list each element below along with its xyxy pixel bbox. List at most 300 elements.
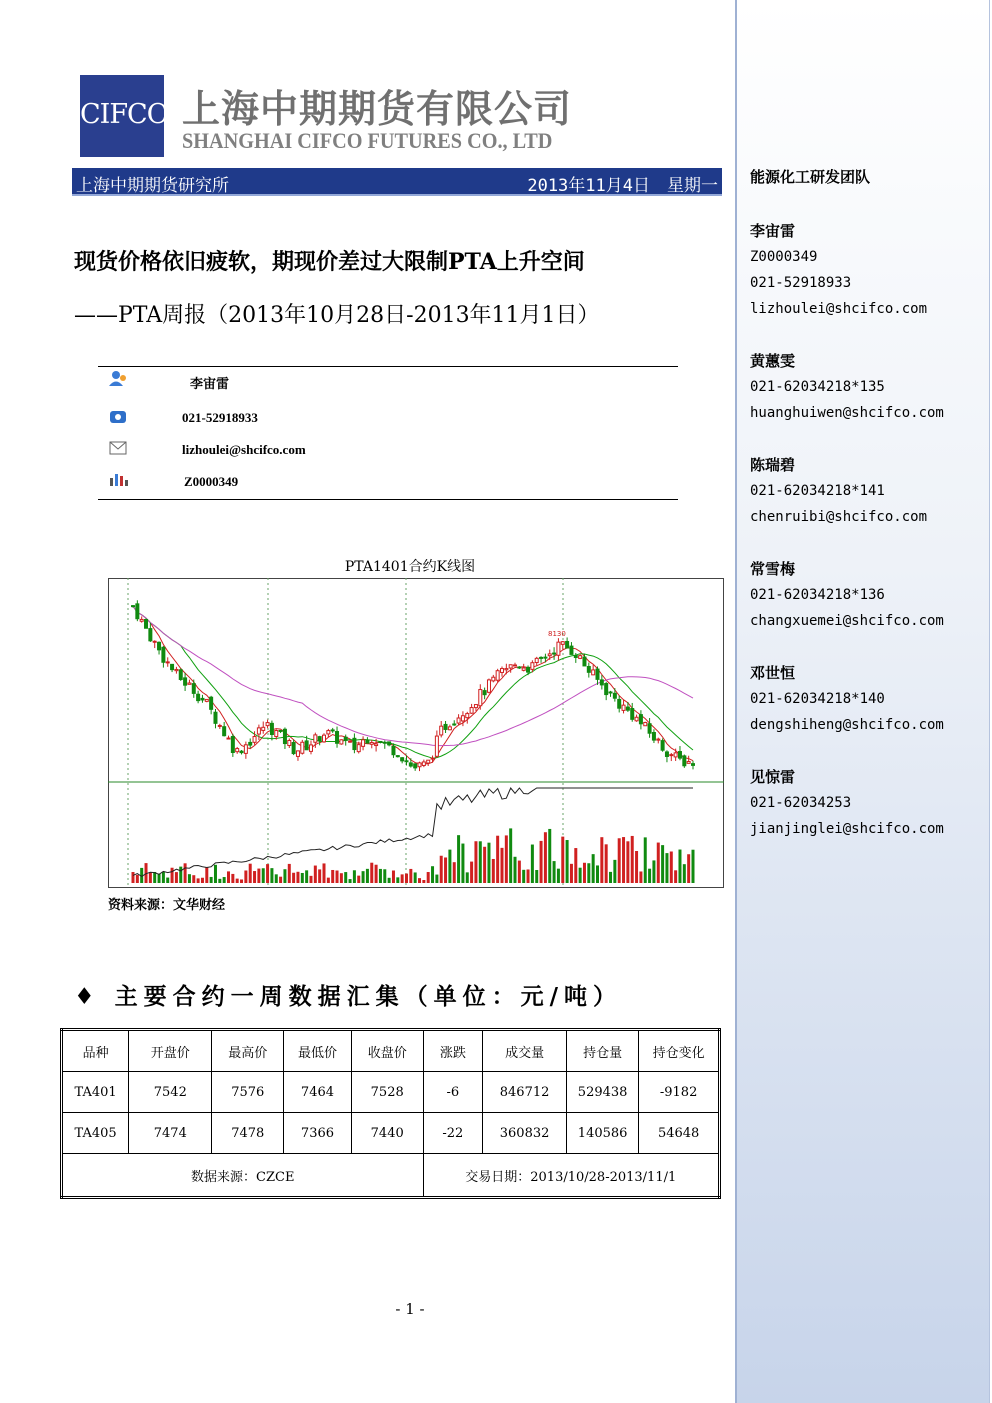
volume-bar: [687, 854, 690, 883]
volume-bar: [518, 861, 521, 883]
volume-bar: [557, 869, 560, 883]
volume-bar: [431, 866, 434, 883]
volume-bar: [344, 872, 347, 883]
mail-icon: [108, 439, 130, 457]
candle: [218, 725, 221, 726]
candle: [266, 723, 269, 726]
candle: [253, 737, 256, 743]
candle: [188, 683, 191, 684]
author-email: lizhoulei@shcifco.com: [182, 442, 306, 457]
volume-bar: [405, 874, 408, 883]
volume-bar: [201, 878, 204, 883]
candle: [487, 680, 490, 692]
volume-bar: [522, 870, 525, 883]
volume-bar: [553, 861, 556, 883]
volume-bar: [366, 869, 369, 883]
volume-bar: [353, 870, 356, 883]
table-cell: -9182: [639, 1072, 720, 1113]
volume-bar: [301, 873, 304, 883]
volume-bar: [349, 879, 352, 883]
contact-name: 黄蕙雯: [750, 352, 796, 370]
volume-bar: [652, 860, 655, 883]
candle: [197, 694, 200, 700]
volume-bar: [318, 869, 321, 883]
volume-bar: [288, 864, 291, 883]
section-title: ♦ 主要合约一周数据汇集（单位：元/吨）: [74, 983, 623, 1010]
volume-bar: [283, 869, 286, 883]
volume-bar: [179, 867, 182, 883]
trade-dates: 交易日期：2013/10/28-2013/11/1: [423, 1154, 719, 1198]
candle: [500, 669, 503, 673]
volume-bar: [483, 847, 486, 883]
volume-bar: [622, 837, 625, 883]
peak-label: 8130: [548, 630, 566, 638]
volume-bar: [661, 845, 664, 883]
volume-bar: [249, 864, 252, 883]
candle: [375, 744, 378, 746]
candle: [210, 697, 213, 709]
volume-bar: [548, 829, 551, 883]
candle: [149, 629, 152, 641]
candle: [327, 731, 330, 734]
volume-bar: [639, 871, 642, 883]
company-name-en: SHANGHAI CIFCO FUTURES CO., LTD: [182, 128, 553, 153]
candle: [184, 678, 187, 685]
volume-bar: [223, 877, 226, 883]
table-cell: -6: [423, 1072, 483, 1113]
volume-bar: [461, 844, 464, 883]
contact-card: [750, 764, 944, 842]
candle: [670, 755, 673, 756]
volume-bar: [540, 841, 543, 883]
volume-bar: [231, 874, 234, 883]
candle: [461, 716, 464, 721]
volume-bar: [383, 869, 386, 883]
contact-card: [750, 348, 944, 426]
candle: [270, 723, 273, 734]
volume-bar: [592, 854, 595, 883]
table-header-row: [62, 1030, 720, 1072]
chart-source: 资料来源：文华财经: [108, 898, 226, 913]
volume-bar: [474, 841, 477, 883]
table-header-cell: 开盘价: [129, 1030, 212, 1072]
volume-bar: [336, 871, 339, 883]
candle: [427, 760, 430, 763]
candle: [192, 684, 195, 694]
candle: [249, 742, 252, 745]
volume-bar: [579, 868, 582, 883]
candle: [466, 714, 469, 718]
contact-name: 李宙雷: [750, 222, 796, 240]
volume-bar: [292, 873, 295, 883]
candle: [479, 690, 482, 706]
candle: [596, 669, 599, 679]
candle: [492, 677, 495, 681]
candle: [592, 670, 595, 675]
volume-bar: [574, 848, 577, 883]
volume-bar: [531, 845, 534, 883]
candle: [514, 665, 517, 666]
candle: [435, 736, 438, 756]
volume-bar: [218, 879, 221, 883]
volume-bar: [309, 876, 312, 883]
contact-info: 021-52918933: [750, 275, 852, 291]
candle: [370, 743, 373, 745]
volume-bar: [253, 871, 256, 883]
volume-bar: [262, 868, 265, 883]
candle: [240, 751, 243, 752]
volume-bar: [362, 871, 365, 883]
candle: [553, 653, 556, 654]
candle: [257, 728, 260, 734]
candle: [288, 741, 291, 746]
candle: [409, 763, 412, 766]
volume-bar: [305, 870, 308, 883]
contact-email: dengshiheng@shcifco.com: [750, 717, 944, 733]
table-cell: 140586: [567, 1113, 639, 1154]
volume-bar: [613, 860, 616, 883]
candle: [505, 669, 508, 670]
candle: [535, 658, 538, 662]
report-subtitle: ——PTA周报（2013年10月28日-2013年11月1日）: [74, 303, 600, 328]
volume-bar: [440, 856, 443, 883]
candle: [557, 642, 560, 655]
volume-bar: [166, 878, 169, 883]
volume-bar: [279, 877, 282, 883]
volume-bar: [396, 877, 399, 883]
table-cell: 7464: [284, 1072, 352, 1113]
table-header-cell: 最低价: [284, 1030, 352, 1072]
table-cell: -22: [423, 1113, 483, 1154]
candle: [678, 752, 681, 759]
volume-bar: [418, 878, 421, 883]
volume-bar: [357, 876, 360, 883]
volume-bar: [665, 853, 668, 883]
volume-bar: [600, 837, 603, 883]
candle: [448, 727, 451, 730]
candle: [652, 733, 655, 741]
contact-info: Z0000349: [750, 249, 818, 265]
report-title: 现货价格依旧疲软，期现价差过大限制PTA上升空间: [74, 249, 585, 275]
volume-bar: [692, 850, 695, 883]
table-header-cell: 品种: [62, 1030, 129, 1072]
logo-text: CIFCO: [80, 99, 168, 130]
volume-bar: [435, 875, 438, 883]
contact-name: 见惊雷: [750, 768, 796, 786]
candle: [626, 707, 629, 710]
volume-bar: [314, 866, 317, 883]
candle: [201, 698, 204, 700]
candle: [262, 727, 265, 730]
candle: [444, 724, 447, 729]
volume-bar: [561, 837, 564, 883]
volume-bar: [227, 871, 230, 883]
candle: [318, 737, 321, 741]
volume-bar: [244, 870, 247, 883]
contract-data-table: [60, 1028, 721, 1199]
volume-bar: [570, 864, 573, 883]
volume-bar: [609, 872, 612, 883]
candle: [422, 762, 425, 766]
candle: [687, 762, 690, 764]
candle: [470, 708, 473, 714]
volume-bar: [605, 844, 608, 883]
candle: [518, 667, 521, 668]
chart-title: PTA1401合约K线图: [344, 559, 476, 575]
volume-bar: [422, 880, 425, 883]
author-name: 李宙雷: [190, 376, 230, 391]
volume-bar: [296, 872, 299, 883]
contact-name: 陈瑞碧: [750, 456, 796, 474]
candle: [214, 712, 217, 723]
volume-bar: [379, 869, 382, 883]
table-header-cell: 持仓变化: [639, 1030, 720, 1072]
volume-bar: [153, 872, 156, 883]
report-date: 2013年11月4日 星期一: [527, 176, 718, 196]
volume-bar: [505, 835, 508, 883]
volume-bar: [500, 848, 503, 883]
candle: [283, 729, 286, 743]
volume-bar: [544, 832, 547, 883]
candle: [648, 724, 651, 734]
candle: [357, 745, 360, 752]
table-cell: 529438: [567, 1072, 639, 1113]
candle: [527, 667, 530, 672]
candle: [522, 668, 525, 670]
author-phone: 021-52918933: [182, 410, 258, 425]
table-cell: 54648: [639, 1113, 720, 1154]
candle: [366, 740, 369, 743]
candle: [362, 740, 365, 747]
volume-bar: [158, 874, 161, 883]
candle: [349, 741, 352, 742]
volume-bar: [427, 872, 430, 883]
candle: [301, 742, 304, 753]
volume-bar: [236, 879, 239, 883]
candle: [418, 763, 421, 767]
table-footer-row: [62, 1154, 720, 1198]
volume-bar: [596, 865, 599, 883]
company-name-cn: 上海中期期货有限公司: [182, 87, 573, 131]
table-cell: 7478: [212, 1113, 284, 1154]
volume-bar: [457, 835, 460, 883]
contact-info: 021-62034253: [750, 795, 852, 811]
volume-bar: [448, 850, 451, 883]
candle: [136, 604, 139, 619]
candle: [474, 705, 477, 708]
data-source: 数据来源：CZCE: [62, 1154, 424, 1198]
candle: [296, 751, 299, 757]
volume-bar: [270, 868, 273, 883]
candle: [674, 753, 677, 757]
volume-bar: [205, 867, 208, 883]
contact-email: jianjinglei@shcifco.com: [750, 821, 944, 837]
volume-bar: [466, 872, 469, 883]
contact-card: [750, 452, 927, 530]
table-header-cell: 持仓量: [567, 1030, 639, 1072]
table-header-cell: 涨跌: [423, 1030, 483, 1072]
candle: [279, 730, 282, 731]
page-number: - 1 -: [395, 1300, 425, 1318]
volume-bar: [414, 872, 417, 883]
contact-name: 邓世恒: [750, 664, 796, 682]
contact-card: [750, 660, 944, 738]
volume-bar: [375, 865, 378, 883]
volume-bar: [132, 872, 135, 883]
table-cell: 7542: [129, 1072, 212, 1113]
volume-bar: [683, 864, 686, 883]
person-icon: [108, 369, 130, 387]
candle: [665, 752, 668, 757]
candle: [323, 735, 326, 742]
candle: [440, 726, 443, 735]
volume-bar: [644, 837, 647, 883]
table-cell: 7440: [351, 1113, 423, 1154]
candle: [457, 718, 460, 723]
candle: [405, 761, 408, 762]
table-cell: 7366: [284, 1113, 352, 1154]
candle: [431, 758, 434, 759]
candle: [140, 619, 143, 621]
candle: [166, 662, 169, 663]
table-cell: TA405: [62, 1113, 129, 1154]
candle: [336, 732, 339, 744]
volume-bar: [340, 873, 343, 883]
chart-icon: [108, 470, 130, 488]
candle: [309, 745, 312, 751]
volume-bar: [331, 870, 334, 883]
volume-bar: [678, 850, 681, 883]
candle: [314, 735, 317, 742]
institute-name: 上海中期期货研究所: [76, 176, 229, 196]
candle: [509, 665, 512, 668]
volume-bar: [566, 840, 569, 883]
candle: [275, 731, 278, 737]
candle: [305, 741, 308, 750]
volume-bar: [210, 877, 213, 883]
candle: [631, 709, 634, 720]
phone-icon: [108, 407, 130, 425]
candle: [227, 738, 230, 739]
volume-bar: [392, 870, 395, 883]
candle: [635, 717, 638, 721]
author-license: Z0000349: [184, 474, 239, 489]
volume-bar: [214, 865, 217, 883]
candle: [383, 742, 386, 743]
candle: [587, 667, 590, 673]
table-cell: 7576: [212, 1072, 284, 1113]
volume-bar: [453, 862, 456, 883]
candle: [618, 699, 621, 708]
volume-bar: [514, 857, 517, 883]
volume-bar: [197, 878, 200, 883]
table-header-cell: 成交量: [483, 1030, 567, 1072]
candle: [644, 722, 647, 725]
candle: [379, 741, 382, 742]
volume-bar: [266, 864, 269, 883]
contact-info: 021-62034218*140: [750, 691, 885, 707]
candle: [132, 606, 135, 607]
contact-email: lizhoulei@shcifco.com: [750, 301, 928, 317]
volume-bar: [171, 868, 174, 883]
volume-bar: [492, 859, 495, 883]
volume-bar: [648, 869, 651, 883]
volume-bar: [657, 843, 660, 883]
candle: [570, 646, 573, 654]
candle: [392, 746, 395, 754]
candle: [566, 641, 569, 648]
candle: [692, 764, 695, 766]
candle: [145, 620, 148, 629]
contact-info: 021-62034218*136: [750, 587, 885, 603]
candle: [605, 684, 608, 695]
table-header-cell: 收盘价: [351, 1030, 423, 1072]
candle: [171, 664, 174, 669]
contact-email: huanghuiwen@shcifco.com: [750, 405, 944, 421]
candle: [414, 764, 417, 768]
table-row: [62, 1113, 720, 1154]
volume-bar: [240, 879, 243, 883]
candle: [622, 705, 625, 710]
contact-info: 021-62034218*135: [750, 379, 885, 395]
candle: [639, 715, 642, 724]
contact-card: [750, 218, 927, 322]
volume-bar: [327, 878, 330, 883]
volume-bar: [618, 838, 621, 883]
candle: [661, 741, 664, 751]
volume-bar: [388, 878, 391, 883]
candle: [175, 669, 178, 670]
candle: [600, 680, 603, 685]
volume-bar: [192, 875, 195, 883]
candle: [331, 730, 334, 731]
volume-bar: [444, 857, 447, 883]
volume-bar: [188, 874, 191, 883]
volume-bar: [487, 843, 490, 883]
contact-email: changxuemei@shcifco.com: [750, 613, 944, 629]
volume-bar: [496, 836, 499, 883]
volume-bar: [670, 851, 673, 883]
candle: [179, 670, 182, 680]
candle: [579, 656, 582, 659]
candle: [496, 671, 499, 681]
candle: [657, 739, 660, 740]
volume-bar: [674, 870, 677, 883]
candle: [231, 737, 234, 753]
volume-bar: [136, 875, 139, 883]
table-header-cell: 最高价: [212, 1030, 284, 1072]
kline-chart: [108, 578, 724, 888]
candle: [205, 699, 208, 701]
volume-bar: [479, 841, 482, 883]
volume-bar: [626, 841, 629, 883]
volume-bar: [184, 863, 187, 883]
table-row: [62, 1072, 720, 1113]
volume-bar: [149, 872, 152, 883]
table-cell: 7474: [129, 1113, 212, 1154]
volume-bar: [257, 869, 260, 883]
candle: [561, 642, 564, 645]
volume-bar: [323, 863, 326, 883]
volume-bar: [635, 851, 638, 883]
volume-bar: [587, 863, 590, 883]
volume-bar: [175, 872, 178, 883]
candle: [153, 641, 156, 642]
candle: [574, 656, 577, 658]
contact-card: [750, 556, 944, 634]
volume-bar: [401, 874, 404, 883]
candle: [609, 692, 612, 693]
